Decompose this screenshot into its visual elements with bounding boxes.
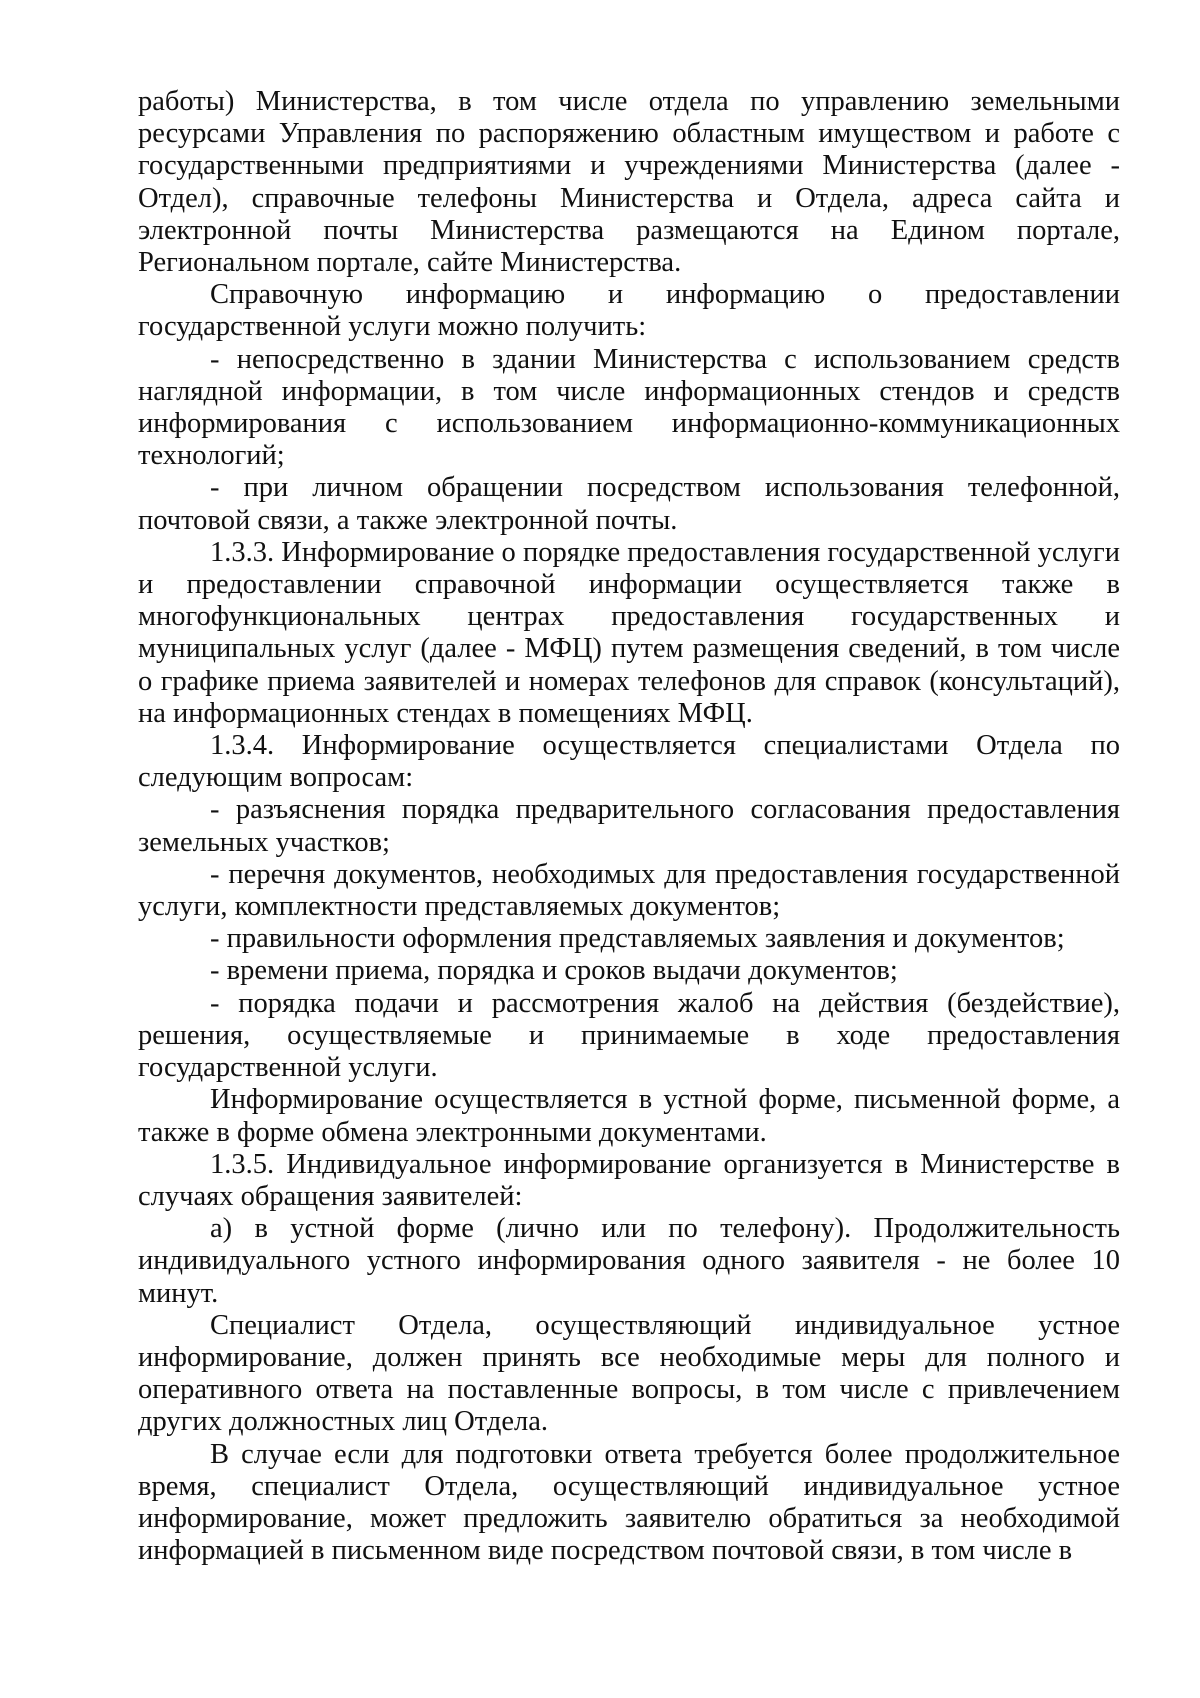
list-item-preliminary-approval: - разъяснения порядка предварительного согласования предоставления земельных участков; xyxy=(138,794,1120,858)
paragraph-contacts-continuation: работы) Министерства, в том числе отдела по управлению земельными ресурсами Управления по распоряжению областным имуществом и работе с государственными предприятиями и учреждениями Министерства (далее - Отдел), справочные телефоны Министерства и Отдела, адреса сайта и электронной почты Министерства размещаются на Едином портале, Региональном портале, сайте Министерства. xyxy=(138,86,1120,279)
list-item-personal-contact: - при личном обращении посредством использования телефонной, почтовой связи, а также электронной почты. xyxy=(138,472,1120,536)
list-item-reception-time: - времени приема, порядка и сроков выдачи документов; xyxy=(210,955,898,987)
paragraph-1-3-3: 1.3.3. Информирование о порядке предоставления государственной услуги и предоставлении справочной информации осуществляется также в многофункциональных центрах предоставления государственных и муниципальных услуг (далее - МФЦ) путем размещения сведений, в том числе о графике приема заявителей и номерах телефонов для справок (консультаций), на информационных стендах в помещениях МФЦ. xyxy=(138,536,1120,729)
list-item-correctness: - правильности оформления представляемых заявления и документов; xyxy=(210,923,1065,955)
paragraph-longer-response: В случае если для подготовки ответа требуется более продолжительное время, специалист Отдела, осуществляющий индивидуальное устное информирование, может предложить заявителю обратиться за необходимой информацией в письменном виде посредством почтовой связи, в том числе в xyxy=(138,1438,1120,1567)
paragraph-1-3-4: 1.3.4. Информирование осуществляется специалистами Отдела по следующим вопросам: xyxy=(138,730,1120,794)
paragraph-reference-info: Справочную информацию и информацию о предоставлении государственной услуги можно получить: xyxy=(138,279,1120,343)
paragraph-specialist-duties: Специалист Отдела, осуществляющий индивидуальное устное информирование, должен принять все необходимые меры для полного и оперативного ответа на поставленные вопросы, в том числе с привлечением других должностных лиц Отдела. xyxy=(138,1309,1120,1438)
list-item-complaints: - порядка подачи и рассмотрения жалоб на действия (бездействие), решения, осуществляемые и принимаемые в ходе предоставления государственной услуги. xyxy=(138,987,1120,1084)
paragraph-1-3-5: 1.3.5. Индивидуальное информирование организуется в Министерстве в случаях обращения заявителей: xyxy=(138,1148,1120,1212)
list-item-oral-form: а) в устной форме (лично или по телефону). Продолжительность индивидуального устного информирования одного заявителя - не более 10 минут. xyxy=(138,1213,1120,1309)
list-item-documents-list: - перечня документов, необходимых для предоставления государственной услуги, комплектности представляемых документов; xyxy=(138,858,1120,923)
list-item-building: - непосредственно в здании Министерства с использованием средств наглядной информации, в том числе информационных стендов и средств информирования с использованием информационно-коммуникационных технологий; xyxy=(138,343,1120,472)
document-body xyxy=(138,86,1120,1567)
paragraph-informing-forms: Информирование осуществляется в устной форме, письменной форме, а также в форме обмена электронными документами. xyxy=(138,1084,1120,1148)
